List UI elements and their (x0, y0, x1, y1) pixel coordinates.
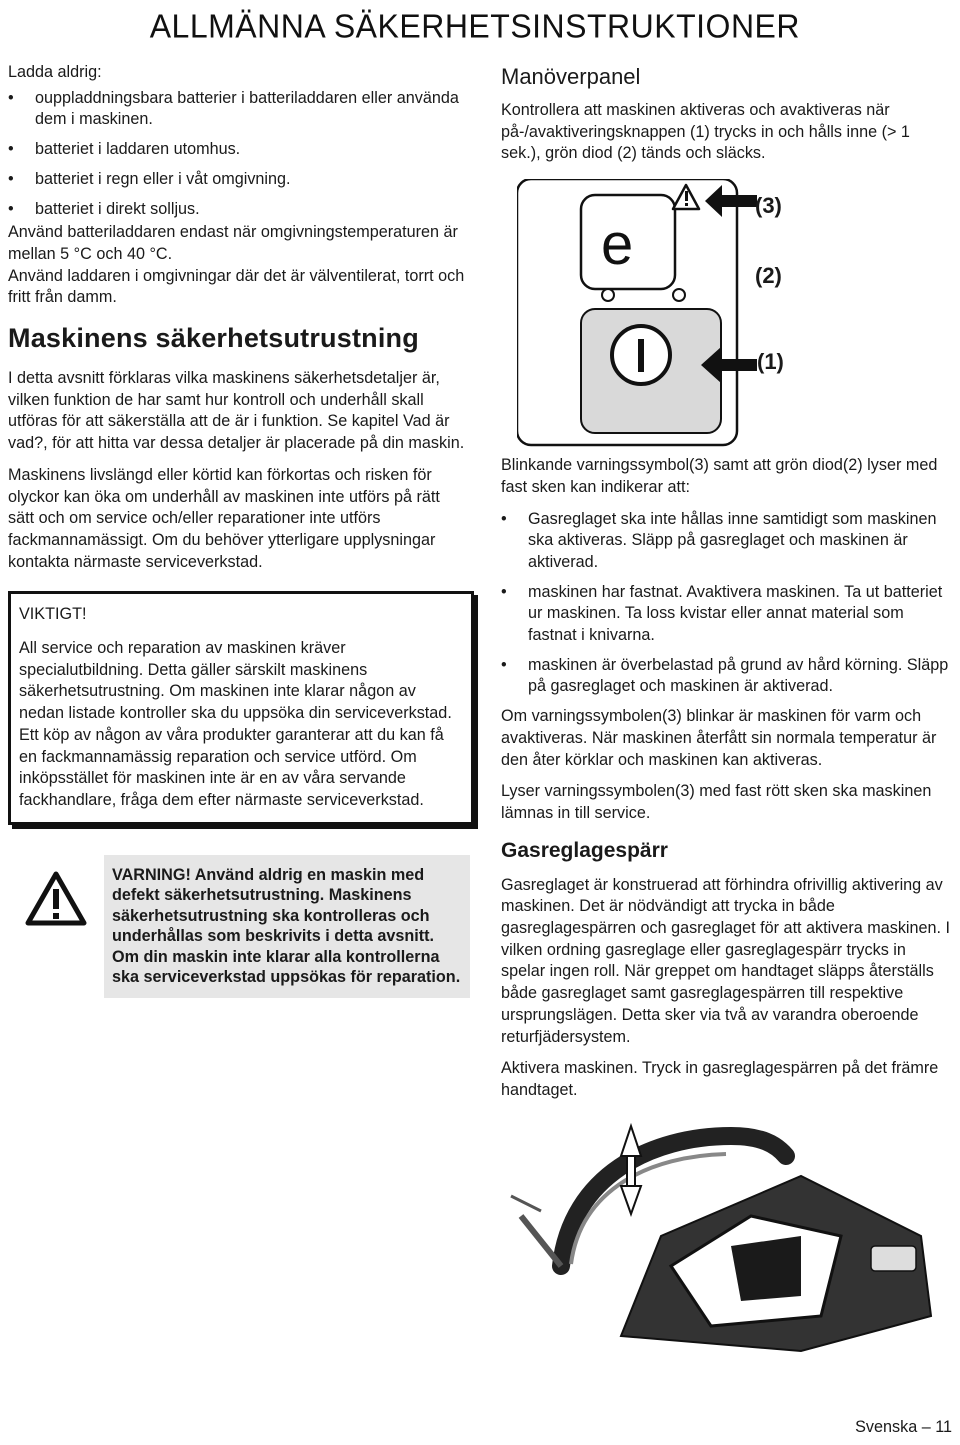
list-item: • batteriet i direkt solljus. (8, 199, 470, 221)
page-header: ALLMÄNNA SÄKERHETSINSTRUKTIONER (149, 7, 800, 45)
section-heading-throttle-lock: Gasreglagespärr (501, 838, 668, 862)
warning-triangle-icon (25, 871, 87, 927)
panel-bullet-list (501, 509, 951, 699)
warning-icon-cell (8, 855, 104, 998)
callout-1-label: (1) (757, 349, 784, 375)
callout-2-label: (2) (755, 263, 782, 289)
panel-service-text: Lyser varningssymbolen(3) med fast rött sken ska maskinen lämnas in till service. (501, 782, 932, 822)
hedge-trimmer-figure (501, 1116, 951, 1356)
svg-text:e: e (601, 212, 634, 278)
right-column (501, 62, 951, 1356)
safety-lifetime-text: Maskinens livslängd eller körtid kan förkortas och risken för olyckor kan öka om underhåll av maskinen inte utförs på rätt sätt och om service och/eller reparationer inte utförs fackmannamässigt. Om du behöver ytterligare upplysningar kontakta närmaste serviceverkstad. (8, 465, 440, 571)
list-item: • maskinen är överbelastad på grund av hård körning. Släpp på gasreglaget och maskinen är aktiverad. (501, 655, 951, 698)
list-item: • Gasreglaget ska inte hållas inne samtidigt som maskinen ska aktiveras. Släpp på gasreglaget och maskinen är aktiverad. (501, 509, 951, 574)
important-title: VIKTIGT! (19, 605, 87, 624)
panel-indicator-text: Blinkande varningssymbol(3) samt att grön diod(2) lyser med fast sken kan indikerar att: (501, 456, 938, 496)
charging-bullet-list (8, 88, 470, 221)
page-footer: Svenska – 11 (855, 1418, 952, 1436)
hedge-trimmer-illustration (501, 1116, 951, 1356)
safety-intro-text: I detta avsnitt förklaras vilka maskinens säkerhetsdetaljer är, vilken funktion de har samt hur kontroll och underhåll skall utföras för att säkerställa att de är i funktion. Se kapitel Vad är vad?, för att hitta var dessa detaljer är placerade på din maskin. (8, 369, 465, 453)
panel-intro-text: Kontrollera att maskinen aktiveras och avaktiveras när på-/avaktiveringsknappen (1) trycks in och hålls inne (> 1 sek.), grön diod (2) tänds och släcks. (501, 101, 910, 163)
warning-text: VARNING! Använd aldrig en maskin med defekt säkerhetsutrustning. Maskinens säkerhetsutrustning ska kontrolleras och underhållas som beskrivits i detta avsnitt. Om din maskin inte klarar alla kontrollerna ska serviceverkstad uppsökas för reparation. (104, 855, 470, 998)
important-text: All service och reparation av maskinen kräver specialutbildning. Detta gäller särskilt maskinens säkerhetsutrustning. Om maskinen inte klarar någon av nedan listade kontroller ska du uppsöka din serviceverkstad. Ett köp av någon av våra produkter garanterar att du kan få en fackmannamässig reparation och service utförd. Om inköpsstället för maskinen inte är en av våra servande fackhandlare, fråga dem efter närmaste serviceverkstad. (19, 639, 452, 809)
left-column (8, 62, 470, 998)
control-panel-illustration (517, 179, 837, 447)
charging-intro: Ladda aldrig: (8, 63, 102, 81)
section-heading-panel: Manöverpanel (501, 64, 641, 89)
charging-environment-text: Använd laddaren i omgivningar där det är välventilerat, torrt och fritt från damm. (8, 266, 465, 307)
throttle-lock-text: Gasreglaget är konstruerad att förhindra ofrivillig aktivering av maskinen. Det är nödvändigt att trycka in både gasreglagespärren och gasreglaget för att aktivera maskinen. I vilken ordning gasreglage eller gasreglagespärr trycks in spelar ingen roll. När greppet om handtaget släpps återställs både gasreglaget samt gasreglagespärren till respektive ursprungslägen. Detta sker via två av varandra oberoende returfjädersystem. (501, 875, 951, 1046)
section-heading-safety: Maskinens säkerhetsutrustning (8, 323, 419, 354)
list-item: • batteriet i laddaren utomhus. (8, 139, 470, 161)
throttle-activate-text: Aktivera maskinen. Tryck in gasreglagespärren på det främre handtaget. (501, 1059, 939, 1099)
important-notice-box (8, 591, 474, 824)
list-item: • batteriet i regn eller i våt omgivning. (8, 169, 470, 191)
callout-3-label: (3) (755, 193, 782, 219)
list-item: • ouppladdningsbara batterier i batteriladdaren eller använda dem i maskinen. (8, 88, 470, 131)
control-panel-figure (517, 179, 837, 447)
warning-box (8, 855, 470, 998)
charging-temperature-text: Använd batteriladdaren endast när omgivningstemperaturen är mellan 5 °C och 40 °C. (8, 223, 458, 263)
list-item: • maskinen har fastnat. Avaktivera maskinen. Ta ut batteriet ur maskinen. Ta loss kvistar eller annat material som fastnat i knivarna. (501, 582, 951, 647)
panel-overheat-text: Om varningssymbolen(3) blinkar är maskinen för varm och avaktiveras. När maskinen återfått sin normala temperatur är den åter körklar och maskinen kan aktiveras. (501, 707, 937, 769)
